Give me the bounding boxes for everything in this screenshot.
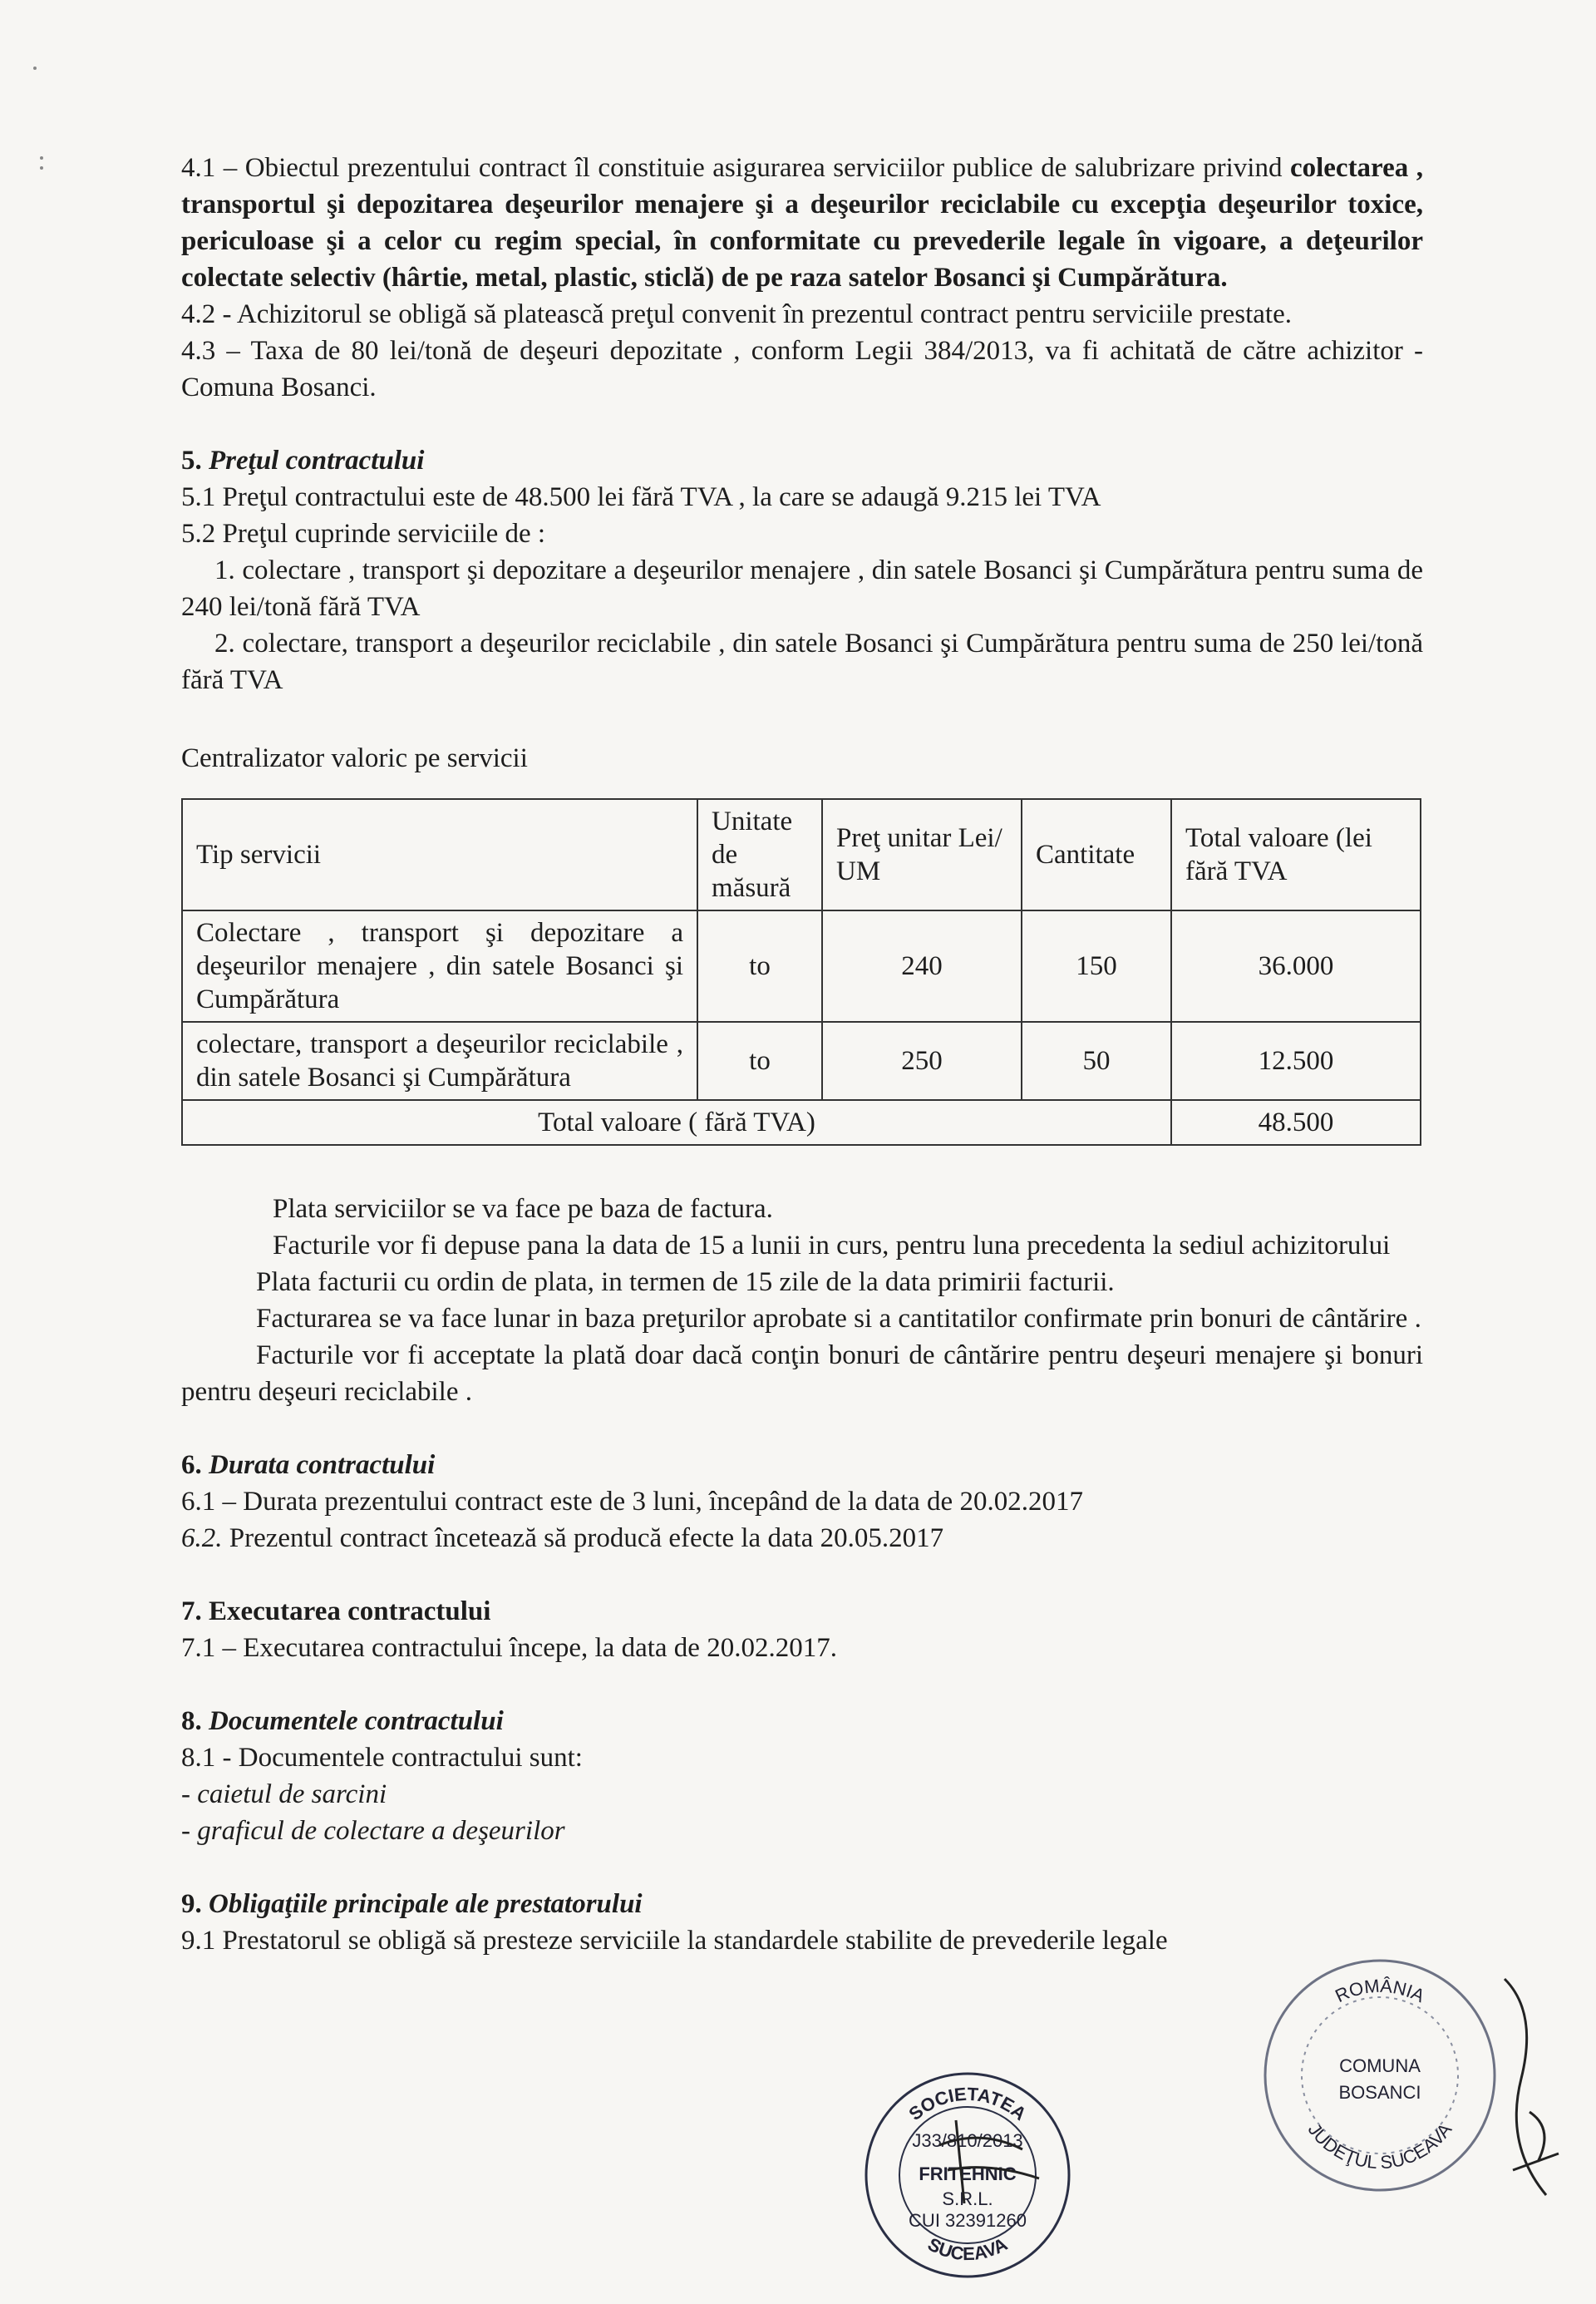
payment-line-5: Facturile vor fi acceptate la plată doar dacă conţin bonuri de cântărire pentru deşeuri menajere şi bonuri pentru deşeuri reciclabile . bbox=[181, 1340, 1423, 1407]
payment-line-3: Plata facturii cu ordin de plata, in termen de 15 zile de la data primirii facturii. bbox=[256, 1267, 1115, 1297]
cell-pret: 240 bbox=[822, 910, 1022, 1022]
clause-9-1: 9.1 Prestatorul se obligă să presteze serviciile la standardele stabilite de prevederile legale bbox=[181, 1926, 1168, 1956]
clause-6-2-number: 6.2. bbox=[181, 1523, 223, 1553]
document-item-2: - graficul de colectare a deşeurilor bbox=[181, 1816, 565, 1846]
stamp-company-type: S.R.L. bbox=[942, 2188, 993, 2209]
cell-total: 12.500 bbox=[1171, 1022, 1421, 1100]
section-6-number: 6. bbox=[181, 1450, 202, 1480]
header-pret-unitar: Preţ unitar Lei/ UM bbox=[822, 799, 1022, 910]
cell-cantitate: 150 bbox=[1022, 910, 1171, 1022]
table-row bbox=[182, 910, 1421, 1022]
cell-tip: colectare, transport a deşeurilor reciclabile , din satele Bosanci şi Cumpărătura bbox=[182, 1022, 697, 1100]
clause-4-1-intro: 4.1 – Obiectul prezentului contract îl constituie asigurarea serviciilor publice de salubrizare privind bbox=[181, 153, 1283, 183]
header-total-valoare: Total valoare (lei fără TVA bbox=[1171, 799, 1421, 910]
section-9-number: 9. bbox=[181, 1889, 202, 1919]
header-tip-servicii: Tip servicii bbox=[182, 799, 697, 910]
clause-4-3: 4.3 – Taxa de 80 lei/tonă de deşeuri depozitate , conform Legii 384/2013, va fi achitată de către achizitor - Comuna Bosanci. bbox=[181, 336, 1423, 402]
table-header-row bbox=[182, 799, 1421, 910]
table-row bbox=[182, 1022, 1421, 1100]
cell-cantitate: 50 bbox=[1022, 1022, 1171, 1100]
stamp-commune-name: BOSANCI bbox=[1338, 2082, 1421, 2103]
clause-6-2 bbox=[181, 1520, 1423, 1557]
clause-4-2: 4.2 - Achizitorul se obligă să plateascǎ preţul convenit în prezentul contract pentru serviciile prestate. bbox=[181, 299, 1293, 329]
clause-5-1: 5.1 Preţul contractului este de 48.500 lei fără TVA , la care se adaugă 9.215 lei TVA bbox=[181, 482, 1101, 512]
total-label: Total valoare ( fără TVA) bbox=[182, 1100, 1171, 1145]
services-table bbox=[181, 798, 1421, 1146]
header-unitate: Unitate de măsură bbox=[697, 799, 822, 910]
payment-line-4: Facturarea se va face lunar in baza preţurilor aprobate si a cantitatilor confirmate prin bonuri de cântărire . bbox=[256, 1304, 1421, 1334]
payment-line-2: Facturile vor fi depuse pana la data de 15 a lunii in curs, pentru luna precedenta la sediul achizitorului bbox=[273, 1231, 1391, 1261]
clause-6-1: 6.1 – Durata prezentului contract este de 3 luni, începând de la data de 20.02.2017 bbox=[181, 1487, 1083, 1517]
cell-total: 36.000 bbox=[1171, 910, 1421, 1022]
stamp-company-name: FRITEHNIC bbox=[919, 2163, 1017, 2184]
section-8-title: Documentele contractului bbox=[209, 1706, 504, 1736]
document-body bbox=[181, 150, 1423, 1959]
section-5-title: Preţul contractului bbox=[209, 446, 425, 476]
clause-4-1 bbox=[181, 150, 1423, 296]
signature-mark-right bbox=[1480, 1962, 1579, 2212]
section-5-number: 5. bbox=[181, 446, 202, 476]
clause-8-1: 8.1 - Documentele contractului sunt: bbox=[181, 1743, 583, 1773]
total-value: 48.500 bbox=[1171, 1100, 1421, 1145]
section-7-heading: 7. Executarea contractului bbox=[181, 1596, 491, 1626]
clause-5-2-item-1: 1. colectare , transport şi depozitare a deşeurilor menajere , din satele Bosanci şi Cumpărătura pentru suma de 240 lei/tonă fără TVA bbox=[181, 555, 1423, 622]
clause-6-2-text: Prezentul contract încetează să producă efecte la data 20.05.2017 bbox=[222, 1523, 944, 1553]
section-6-title: Durata contractului bbox=[209, 1450, 436, 1480]
signature-mark-left bbox=[906, 2112, 1072, 2212]
cell-tip: Colectare , transport şi depozitare a deşeurilor menajere , din satele Bosanci şi Cumpărătura bbox=[182, 910, 697, 1022]
clause-5-2: 5.2 Preţul cuprinde serviciile de : bbox=[181, 519, 546, 549]
scan-speck bbox=[40, 156, 43, 160]
cell-um: to bbox=[697, 1022, 822, 1100]
section-8-number: 8. bbox=[181, 1706, 202, 1736]
stamp-cui: CUI 32391260 bbox=[909, 2210, 1027, 2231]
stamp-top-text: SOCIETATEA bbox=[904, 2083, 1031, 2125]
stamp-bottom-text: JUDEŢUL SUCEAVA bbox=[1303, 2119, 1456, 2173]
section-5-heading bbox=[181, 442, 1423, 479]
stamp-city: SUCEAVA bbox=[924, 2233, 1011, 2265]
clause-4-1-bold: colectarea , transportul şi depozitarea deşeurilor menajere şi a deşeurilor reciclabile cu excepţia deşeurilor toxice, periculoase şi a celor cu regim special, în conformitate cu prevederile legale în vigoare, a deţeurilor colectate selectiv (hârtie, metal, plastic, sticlă) de pe raza satelor Bosanci şi Cumpărătura. bbox=[181, 153, 1423, 293]
clause-7-1: 7.1 – Executarea contractului începe, la data de 20.02.2017. bbox=[181, 1633, 837, 1663]
commune-round-stamp bbox=[1255, 1951, 1505, 2200]
section-6-heading bbox=[181, 1447, 1423, 1483]
section-9-title: Obligaţiile principale ale prestatorului bbox=[209, 1889, 643, 1919]
cell-pret: 250 bbox=[822, 1022, 1022, 1100]
section-9-heading bbox=[181, 1886, 1423, 1922]
scan-speck bbox=[40, 166, 43, 170]
stamp-commune-label: COMUNA bbox=[1339, 2055, 1421, 2076]
header-cantitate: Cantitate bbox=[1022, 799, 1171, 910]
table-caption: Centralizator valoric pe servicii bbox=[181, 743, 528, 773]
section-8-heading bbox=[181, 1703, 1423, 1739]
document-item-1: - caietul de sarcini bbox=[181, 1779, 387, 1809]
clause-5-2-item-2: 2. colectare, transport a deşeurilor reciclabile , din satele Bosanci şi Cumpărătura pentru suma de 250 lei/tonă fără TVA bbox=[181, 629, 1423, 695]
payment-line-1: Plata serviciilor se va face pe baza de factura. bbox=[273, 1194, 773, 1224]
stamp-registration: J33/810/2013 bbox=[912, 2130, 1023, 2151]
scan-speck bbox=[33, 67, 37, 70]
cell-um: to bbox=[697, 910, 822, 1022]
stamp-top-text: ROMÂNIA bbox=[1332, 1975, 1428, 2007]
table-total-row bbox=[182, 1100, 1421, 1145]
